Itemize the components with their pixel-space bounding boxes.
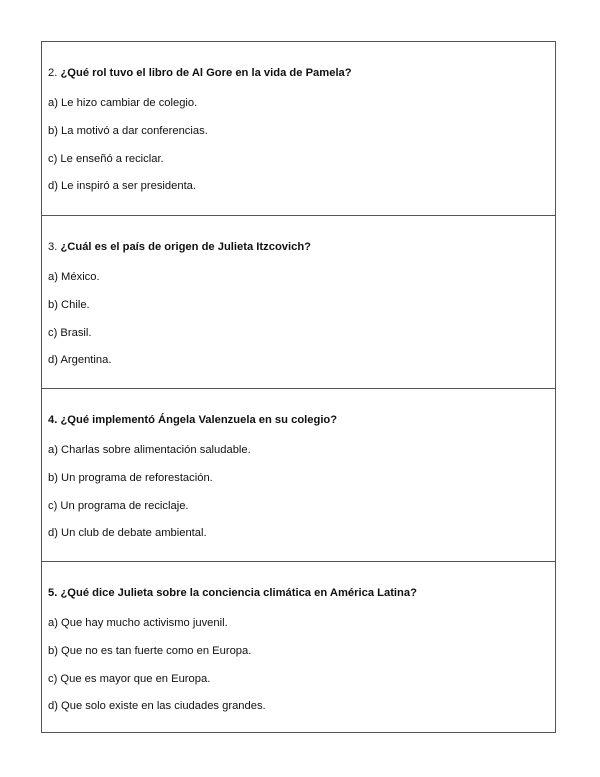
answer-option: b) Un programa de reforestación. — [48, 472, 213, 484]
question-label: ¿Qué dice Julieta sobre la conciencia climática en América Latina? — [60, 587, 417, 599]
question-block — [42, 215, 555, 388]
question-number: 2. — [48, 67, 58, 79]
question-text — [48, 241, 311, 253]
question-label: ¿Qué implementó Ángela Valenzuela en su colegio? — [60, 414, 338, 426]
answer-option: d) Un club de debate ambiental. — [48, 527, 207, 539]
question-text — [48, 67, 352, 79]
answer-option: c) Brasil. — [48, 327, 92, 339]
answer-option: a) Charlas sobre alimentación saludable. — [48, 444, 251, 456]
answer-option: b) La motivó a dar conferencias. — [48, 125, 208, 137]
question-number: 3. — [48, 241, 58, 253]
answer-option: a) México. — [48, 271, 100, 283]
question-label: ¿Qué rol tuvo el libro de Al Gore en la vida de Pamela? — [60, 67, 352, 79]
answer-option: d) Que solo existe en las ciudades grandes. — [48, 700, 266, 712]
answer-option: a) Que hay mucho activismo juvenil. — [48, 617, 228, 629]
answer-option: c) Le enseñó a reciclar. — [48, 153, 164, 165]
answer-option: a) Le hizo cambiar de colegio. — [48, 97, 198, 109]
quiz-table — [41, 41, 556, 733]
question-block — [42, 42, 555, 215]
question-text — [48, 414, 337, 426]
answer-option: d) Argentina. — [48, 354, 112, 366]
question-block — [42, 561, 555, 734]
answer-option: d) Le inspiró a ser presidenta. — [48, 180, 197, 192]
answer-option: b) Que no es tan fuerte como en Europa. — [48, 645, 252, 657]
answer-option: c) Que es mayor que en Europa. — [48, 673, 211, 685]
answer-option: b) Chile. — [48, 299, 90, 311]
question-text — [48, 587, 417, 599]
question-number: 4. — [48, 414, 58, 426]
answer-option: c) Un programa de reciclaje. — [48, 500, 189, 512]
question-number: 5. — [48, 587, 58, 599]
question-block — [42, 388, 555, 561]
question-label: ¿Cuál es el país de origen de Julieta Itzcovich? — [60, 241, 311, 253]
